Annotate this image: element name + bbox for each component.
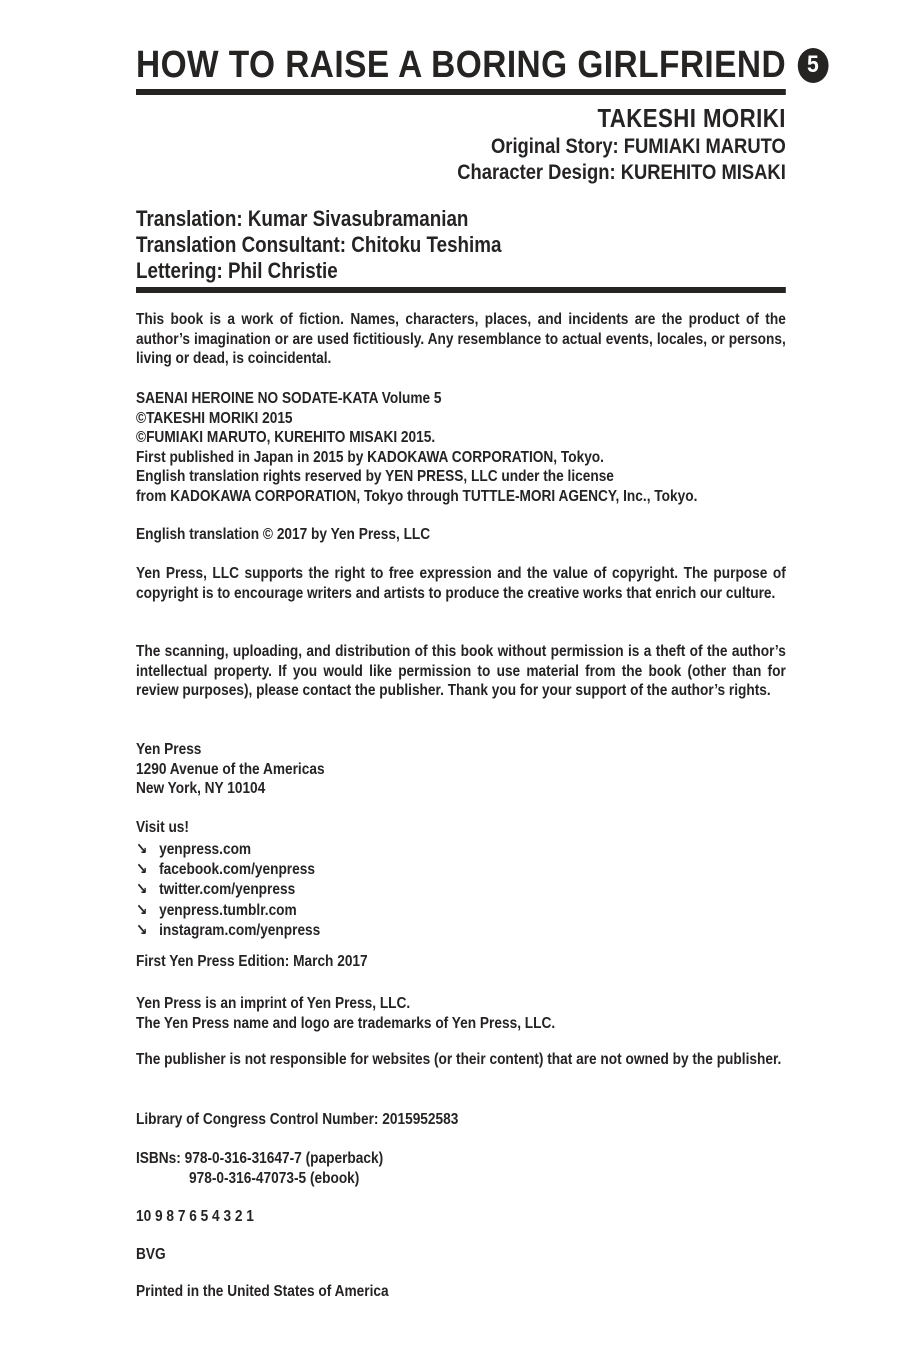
character-design-credit: Character Design: KUREHITO MISAKI xyxy=(457,160,786,184)
publisher-street: 1290 Avenue of the Americas xyxy=(136,760,325,778)
publisher-address xyxy=(136,740,786,799)
arrow-se-icon: ↘ xyxy=(136,919,148,939)
arrow-se-icon: ↘ xyxy=(136,879,148,899)
list-item xyxy=(136,900,786,920)
page-content xyxy=(136,0,786,1350)
imprint-trademark-line: The Yen Press name and logo are trademarks of Yen Press, LLC. xyxy=(136,1015,556,1032)
list-item xyxy=(136,920,786,940)
list-item xyxy=(136,859,786,879)
author-name: TAKESHI MORIKI xyxy=(597,103,786,133)
list-item xyxy=(136,879,786,899)
website-disclaimer: The publisher is not responsible for websites (or their content) that are not owned by the publisher. xyxy=(136,1051,782,1068)
copyright-line: ©FUMIAKI MARUTO, KUREHITO MISAKI 2015. xyxy=(136,429,436,446)
page-title: HOW TO RAISE A BORING GIRLFRIEND xyxy=(136,44,787,86)
link-yenpress: yenpress.com xyxy=(159,841,252,858)
copyright-line: from KADOKAWA CORPORATION, Tokyo through TUTTLE-MORI AGENCY, Inc., Tokyo. xyxy=(136,487,698,505)
title-divider xyxy=(136,89,786,95)
publisher-name: Yen Press xyxy=(136,741,202,758)
arrow-se-icon: ↘ xyxy=(136,839,148,858)
scanning-notice-paragraph: The scanning, uploading, and distribution of this book without permission is a theft of the author’s intellectual property. If you would like permission to use material from the book (other than for review purposes), please contact the publisher. Thank you for your support of the author’s rights. xyxy=(136,643,786,699)
creator-credits xyxy=(136,104,786,185)
imprint-lines xyxy=(136,994,786,1034)
credits-divider xyxy=(136,287,786,293)
localization-credits xyxy=(136,206,786,284)
copyright-line: ©TAKESHI MORIKI 2015 xyxy=(136,409,293,427)
copyright-line: First published in Japan in 2015 by KADOKAWA CORPORATION, Tokyo. xyxy=(136,448,604,466)
lettering-credit: Lettering: Phil Christie xyxy=(136,258,338,283)
copyright-line: SAENAI HEROINE NO SODATE-KATA Volume 5 xyxy=(136,390,442,407)
edition-line: First Yen Press Edition: March 2017 xyxy=(136,953,368,970)
copyright-support-paragraph: Yen Press, LLC supports the right to free expression and the value of copyright. The purpose of copyright is to encourage writers and artists to produce the creative works that enrich our culture. xyxy=(136,565,786,602)
printed-in-line: Printed in the United States of America xyxy=(136,1283,389,1300)
translation-consultant-credit: Translation Consultant: Chitoku Teshima xyxy=(136,232,502,257)
isbn-ebook-line: 978-0-316-47073-5 (ebook) xyxy=(189,1170,360,1187)
copyright-line: English translation rights reserved by YEN PRESS, LLC under the license xyxy=(136,468,614,485)
publisher-city: New York, NY 10104 xyxy=(136,780,266,797)
arrow-se-icon: ↘ xyxy=(136,859,148,879)
visit-us-heading: Visit us! xyxy=(136,819,189,836)
link-facebook: facebook.com/yenpress xyxy=(159,861,315,879)
isbn-paperback: 978-0-316-31647-7 (paperback) xyxy=(184,1150,384,1167)
isbn-label: ISBNs: xyxy=(136,1150,181,1167)
lccn-line: Library of Congress Control Number: 2015952583 xyxy=(136,1111,459,1128)
print-run-numbers: 10 9 8 7 6 5 4 3 2 1 xyxy=(136,1208,254,1225)
volume-number: 5 xyxy=(807,51,819,78)
translation-credit: Translation: Kumar Sivasubramanian xyxy=(136,206,469,231)
link-twitter: twitter.com/yenpress xyxy=(159,881,296,899)
arrow-se-icon: ↘ xyxy=(136,899,148,919)
original-story-credit: Original Story: FUMIAKI MARUTO xyxy=(490,134,786,158)
english-translation-copyright: English translation © 2017 by Yen Press, LLC xyxy=(136,526,431,543)
copyright-notice xyxy=(136,389,786,506)
link-instagram: instagram.com/yenpress xyxy=(159,921,321,939)
volume-badge xyxy=(798,48,829,83)
link-tumblr: yenpress.tumblr.com xyxy=(159,901,297,919)
isbn-paperback-line xyxy=(136,1149,786,1169)
printer-code: BVG xyxy=(136,1246,166,1263)
visit-us-section xyxy=(136,817,786,940)
isbn-block xyxy=(136,1149,786,1189)
list-item xyxy=(136,839,786,859)
fiction-disclaimer: This book is a work of fiction. Names, characters, places, and incidents are the product of the author’s imagination or are used fictitiously. Any resemblance to actual events, locales, or persons, living or dead, is coincidental. xyxy=(136,311,786,367)
imprint-line: Yen Press is an imprint of Yen Press, LLC. xyxy=(136,995,411,1012)
